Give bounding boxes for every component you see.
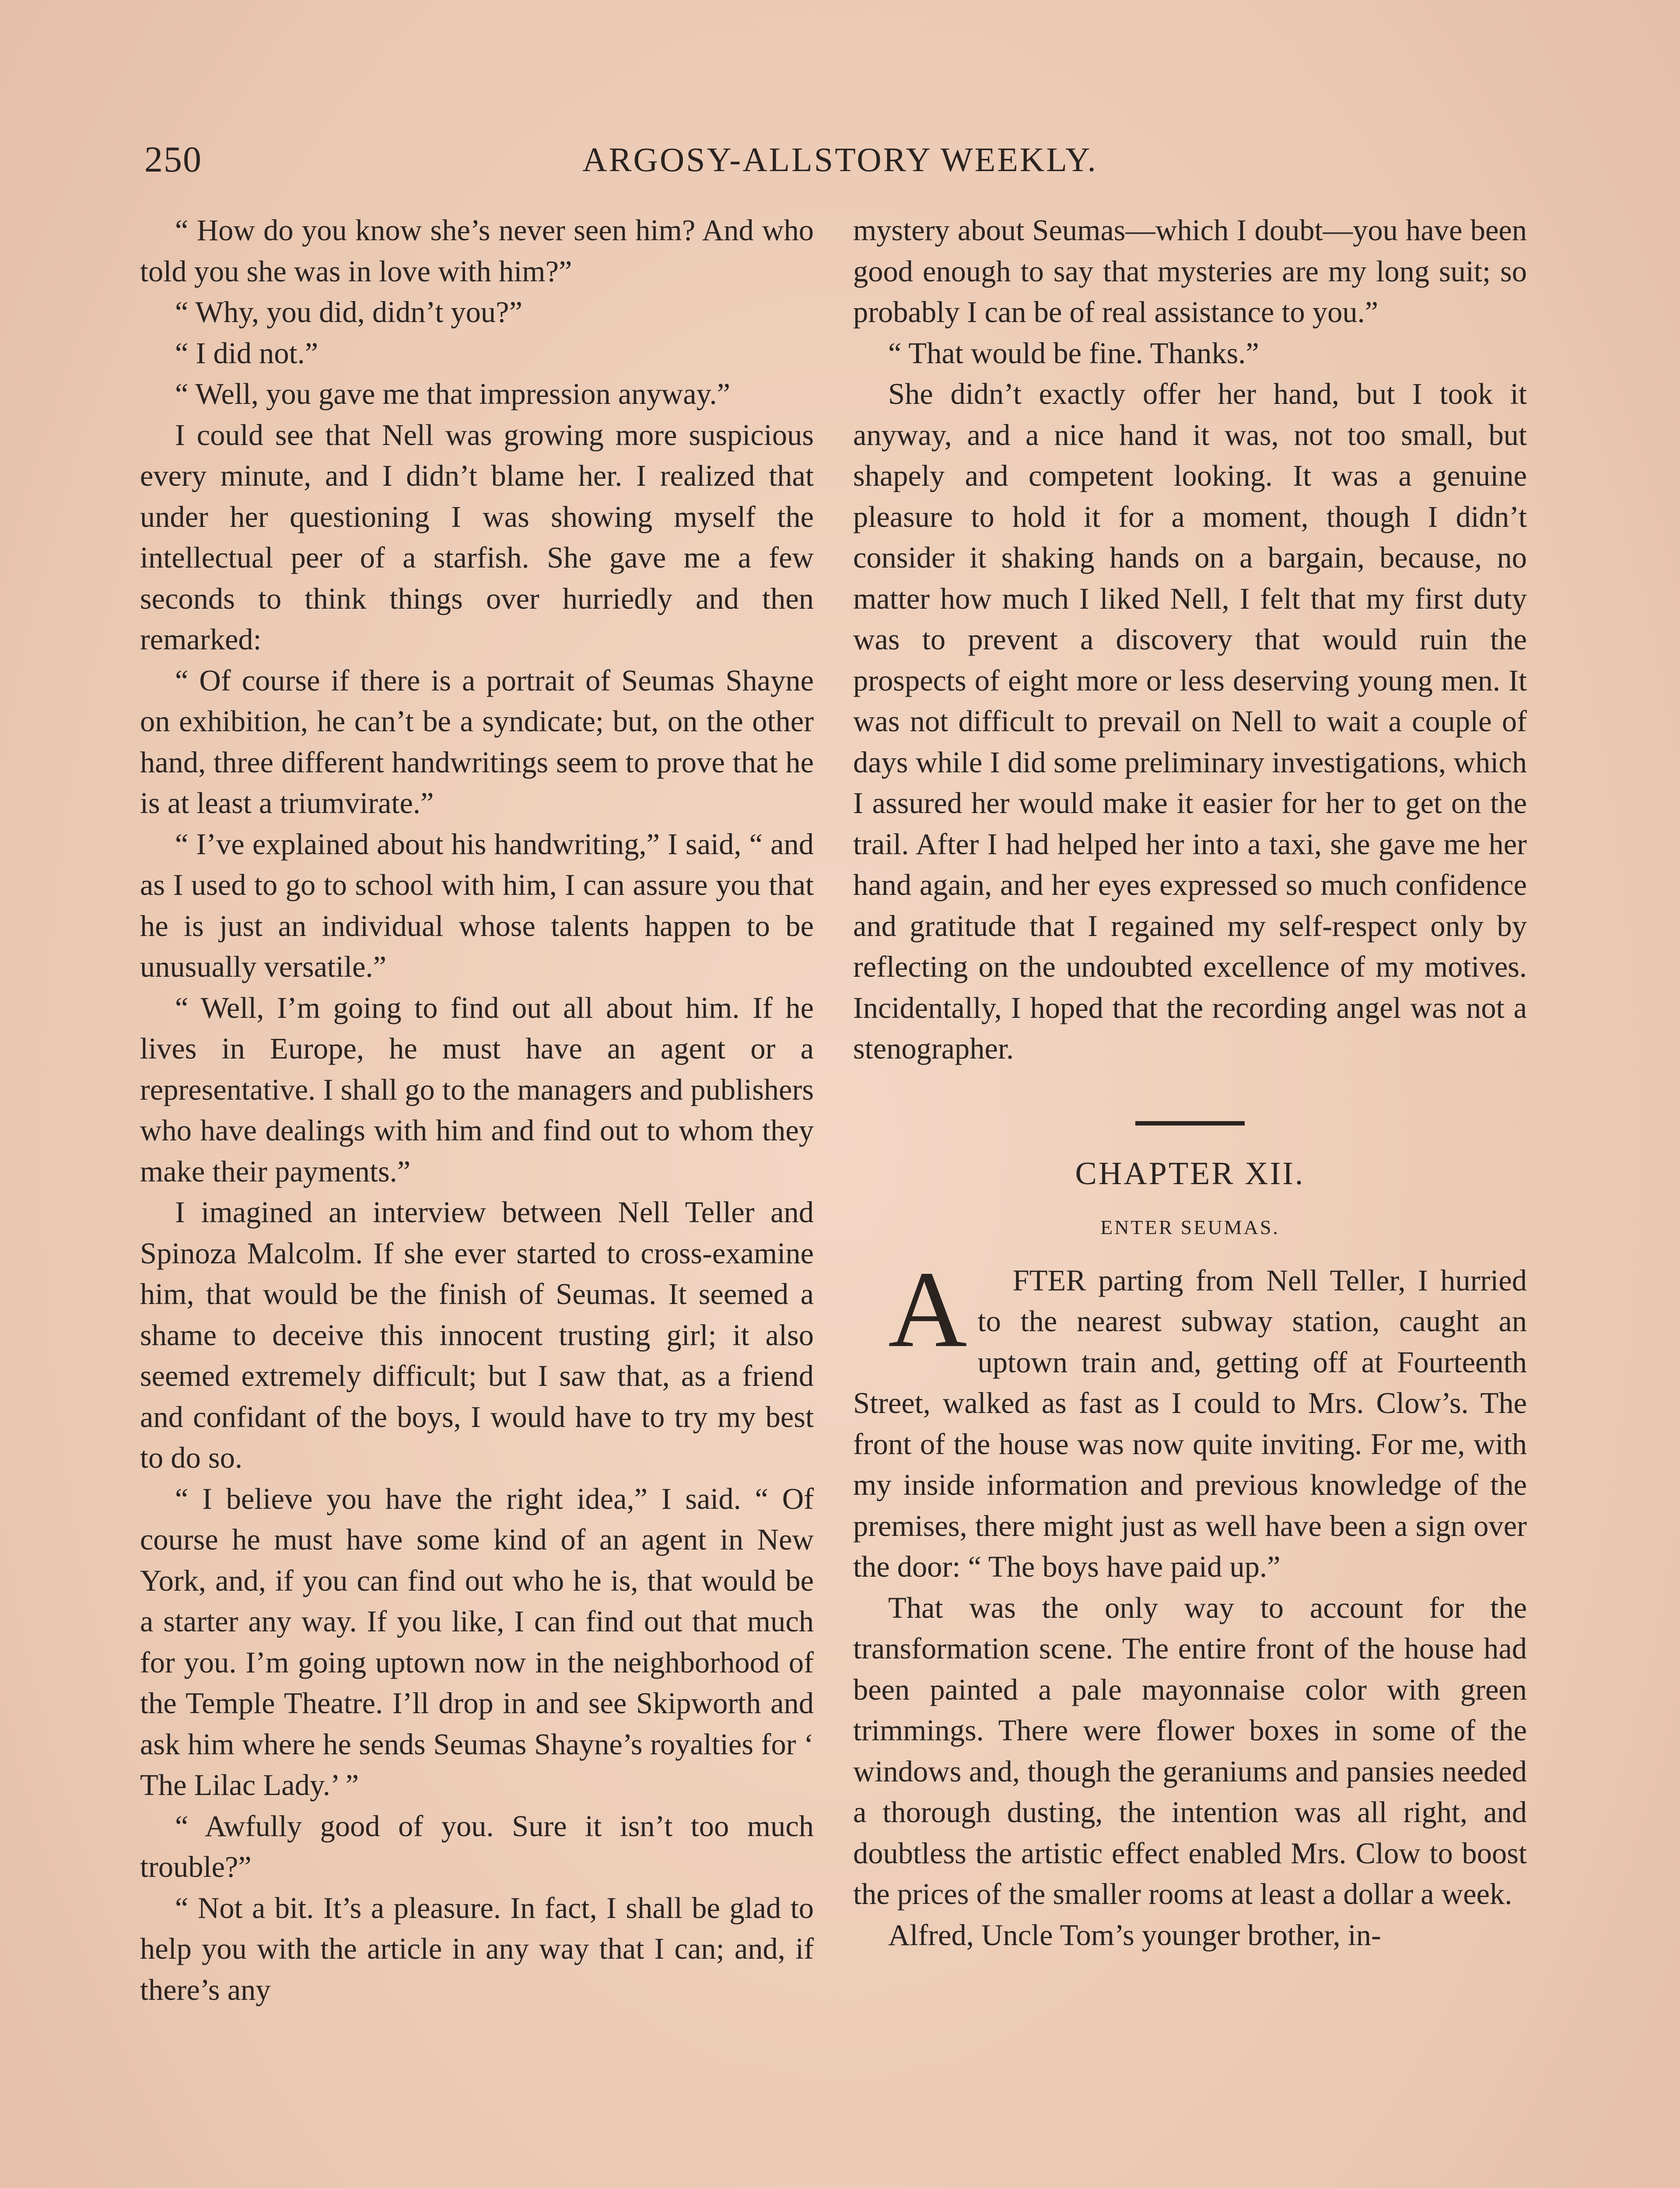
paragraph: She didn’t exactly offer her hand, but I took it anyway, and a nice hand it was, not too small, but shapely and competent looking. It was a genuine pleasure to hold it for a moment, though I didn’t consider it shaking hands on a bargain, because, no matter how much I liked Nell, I felt that my first duty was to prevent a discovery that would ruin the prospects of eight more or less deserving young men. It was not difficult to prevail on Nell to wait a couple of days while I did some preliminary investigations, which I assured her would make it easier for her to get on the trail. After I had helped her into a taxi, she gave me her hand again, and her eyes expressed so much confidence and gratitude that I regained my self-respect only by reflecting on the undoubted excellence of my motives. Incidentally, I hoped that the recording angel was not a stenographer. xyxy=(853,377,1527,1065)
drop-cap: A xyxy=(888,1248,967,1370)
paragraph: “ I believe you have the right idea,” I said. “ Of course he must have some kind of an agent in New York, and, if you can find out who he is, that would be a starter any way. If you like, I can find out that much for you. I’m going uptown now in the neighborhood of the Temple Theatre. I’ll drop in and see Skipworth and ask him where he sends Seumas Shayne’s royalties for ‘ The Lilac Lady.’ ” xyxy=(140,1482,814,1802)
running-title: ARGOSY-ALLSTORY WEEKLY. xyxy=(582,140,1098,179)
paragraph: “ Of course if there is a portrait of Seumas Shayne on exhibition, he can’t be a syndicate; but, on the other hand, three different handwritings seem to prove that he is at least a triumvirate.” xyxy=(140,663,814,820)
paragraph: “ How do you know she’s never seen him? And who told you she was in love with him?” xyxy=(140,214,814,288)
page-header xyxy=(144,131,1536,188)
paragraph: “ Not a bit. It’s a pleasure. In fact, I shall be glad to help you with the article in any way that I can; and, if there’s any xyxy=(140,1891,814,2006)
paragraph: “ That would be fine. Thanks.” xyxy=(888,336,1259,370)
paragraph: “ Well, you gave me that impression anyway.” xyxy=(175,377,730,410)
paragraph: “ I’ve explained about his handwriting,” I said, “ and as I used to go to school with him, I can assure you that he is just an individual whose talents happen to be unusually versatile.” xyxy=(140,827,814,983)
paragraph: “ I did not.” xyxy=(175,336,318,370)
paragraph: “ Well, I’m going to find out all about him. If he lives in Europe, he must have an agent or a representative. I shall go to the managers and publishers who have dealings with him and find out to whom they make their payments.” xyxy=(140,991,814,1188)
chapter-opening-paragraph xyxy=(853,1248,1527,1588)
page-number: 250 xyxy=(144,139,202,180)
section-divider xyxy=(1135,1121,1245,1126)
paragraph: I could see that Nell was growing more suspicious every minute, and I didn’t blame her. I realized that under her questioning I was showing myself the intellectual peer of a starfish. She gave me a few seconds to think things over hurriedly and then remarked: xyxy=(140,418,814,656)
chapter-title: CHAPTER XII. xyxy=(1075,1155,1305,1192)
paragraph: That was the only way to account for the transformation scene. The entire front of the house had been painted a pale mayonnaise color with green trimmings. There were flower boxes in some of the windows and, though the geraniums and pansies needed a thorough dusting, the intention was all right, and doubtless the artistic effect enabled Mrs. Clow to boost the prices of the smaller rooms at least a dollar a week. xyxy=(853,1591,1527,1911)
opening-text: FTER parting from Nell Teller, I hurried to the nearest subway station, caught an uptown train and, getting off at Fourteenth Street, walked as fast as I could to Mrs. Clow’s. The front of the house was now quite inviting. For me, with my inside information and previous knowledge of the premises, there might just as well have been a sign over the door: “ The boys have paid up.” xyxy=(853,1263,1527,1583)
paragraph: I imagined an interview between Nell Teller and Spinoza Malcolm. If she ever started to cross-examine him, that would be the finish of Seumas. It seemed a shame to deceive this innocent trusting girl; it also seemed extremely difficult; but I saw that, as a friend and confidant of the boys, I would have to try my best to do so. xyxy=(140,1196,814,1474)
chapter-subtitle: ENTER SEUMAS. xyxy=(1100,1216,1280,1238)
left-column xyxy=(140,210,814,2010)
right-column xyxy=(853,210,1527,1956)
paragraph: “ Why, you did, didn’t you?” xyxy=(175,295,522,329)
paragraph: Alfred, Uncle Tom’s younger brother, in- xyxy=(888,1918,1381,1952)
continued-paragraph: mystery about Seumas—which I doubt—you have been good enough to say that mysteries are my long suit; so probably I can be of real assistance to you.” xyxy=(853,214,1527,329)
paragraph: “ Awfully good of you. Sure it isn’t too much trouble?” xyxy=(140,1809,814,1883)
